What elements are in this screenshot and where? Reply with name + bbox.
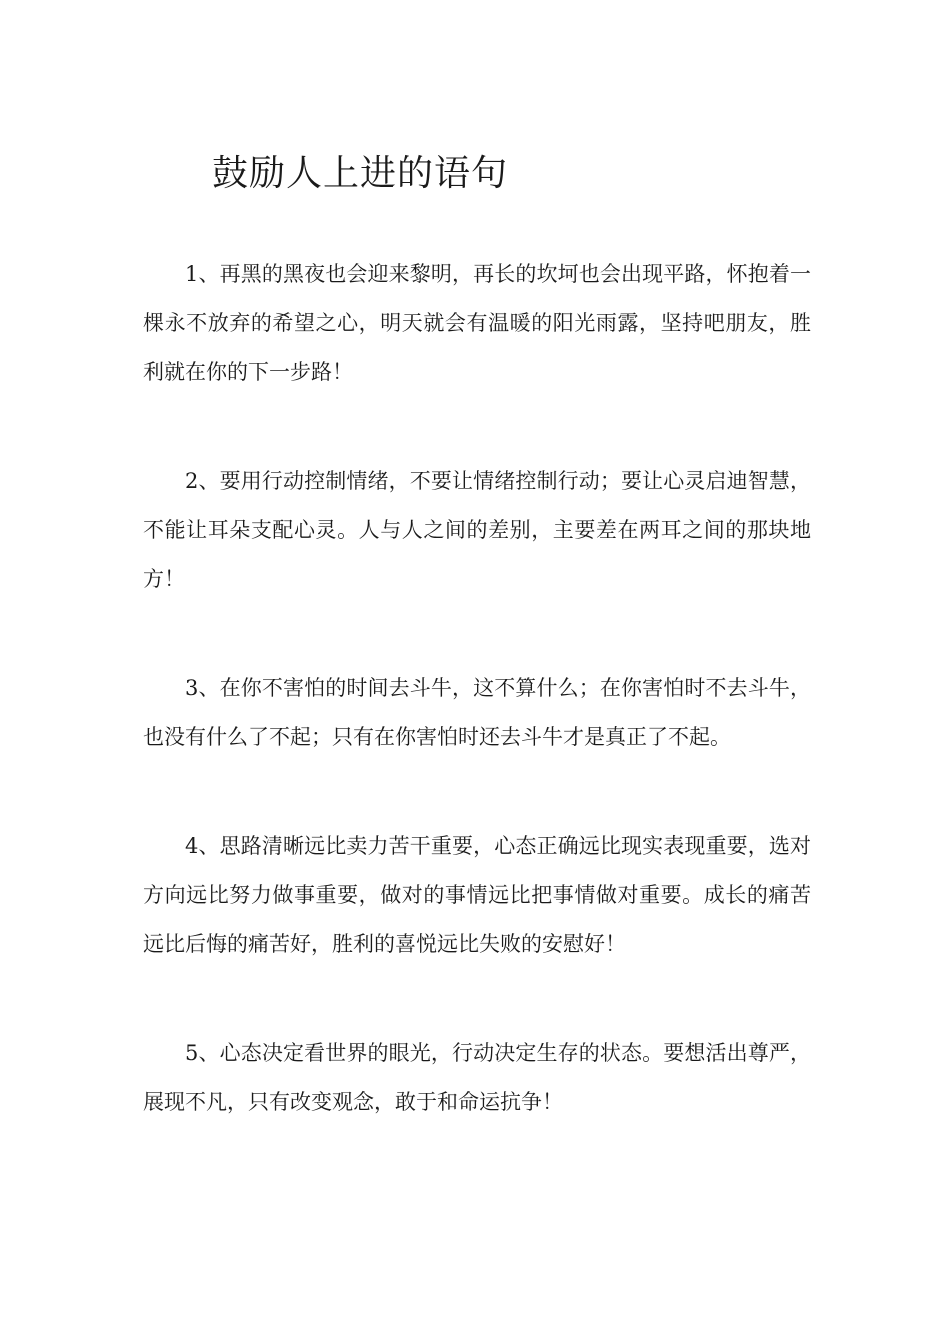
paragraph-3: 3、在你不害怕的时间去斗牛，这不算什么；在你害怕时不去斗牛，也没有什么了不起；只有在你害怕时还去斗牛才是真正了不起。 xyxy=(143,676,811,749)
paragraph-5: 5、心态决定看世界的眼光，行动决定生存的状态。要想活出尊严，展现不凡，只有改变观念，敢于和命运抗争！ xyxy=(143,1041,811,1114)
document-body xyxy=(143,250,811,1187)
paragraph-4: 4、思路清晰远比卖力苦干重要，心态正确远比现实表现重要，选对方向远比努力做事重要，做对的事情远比把事情做对重要。成长的痛苦远比后悔的痛苦好，胜利的喜悦远比失败的安慰好！ xyxy=(143,834,811,956)
document-title: 鼓励人上进的语句 xyxy=(212,153,509,194)
paragraph-2: 2、要用行动控制情绪，不要让情绪控制行动；要让心灵启迪智慧，不能让耳朵支配心灵。人与人之间的差别，主要差在两耳之间的那块地方！ xyxy=(143,469,811,591)
paragraph-1: 1、再黑的黑夜也会迎来黎明，再长的坎坷也会出现平路，怀抱着一棵永不放弃的希望之心，明天就会有温暖的阳光雨露，坚持吧朋友，胜利就在你的下一步路！ xyxy=(143,262,811,384)
